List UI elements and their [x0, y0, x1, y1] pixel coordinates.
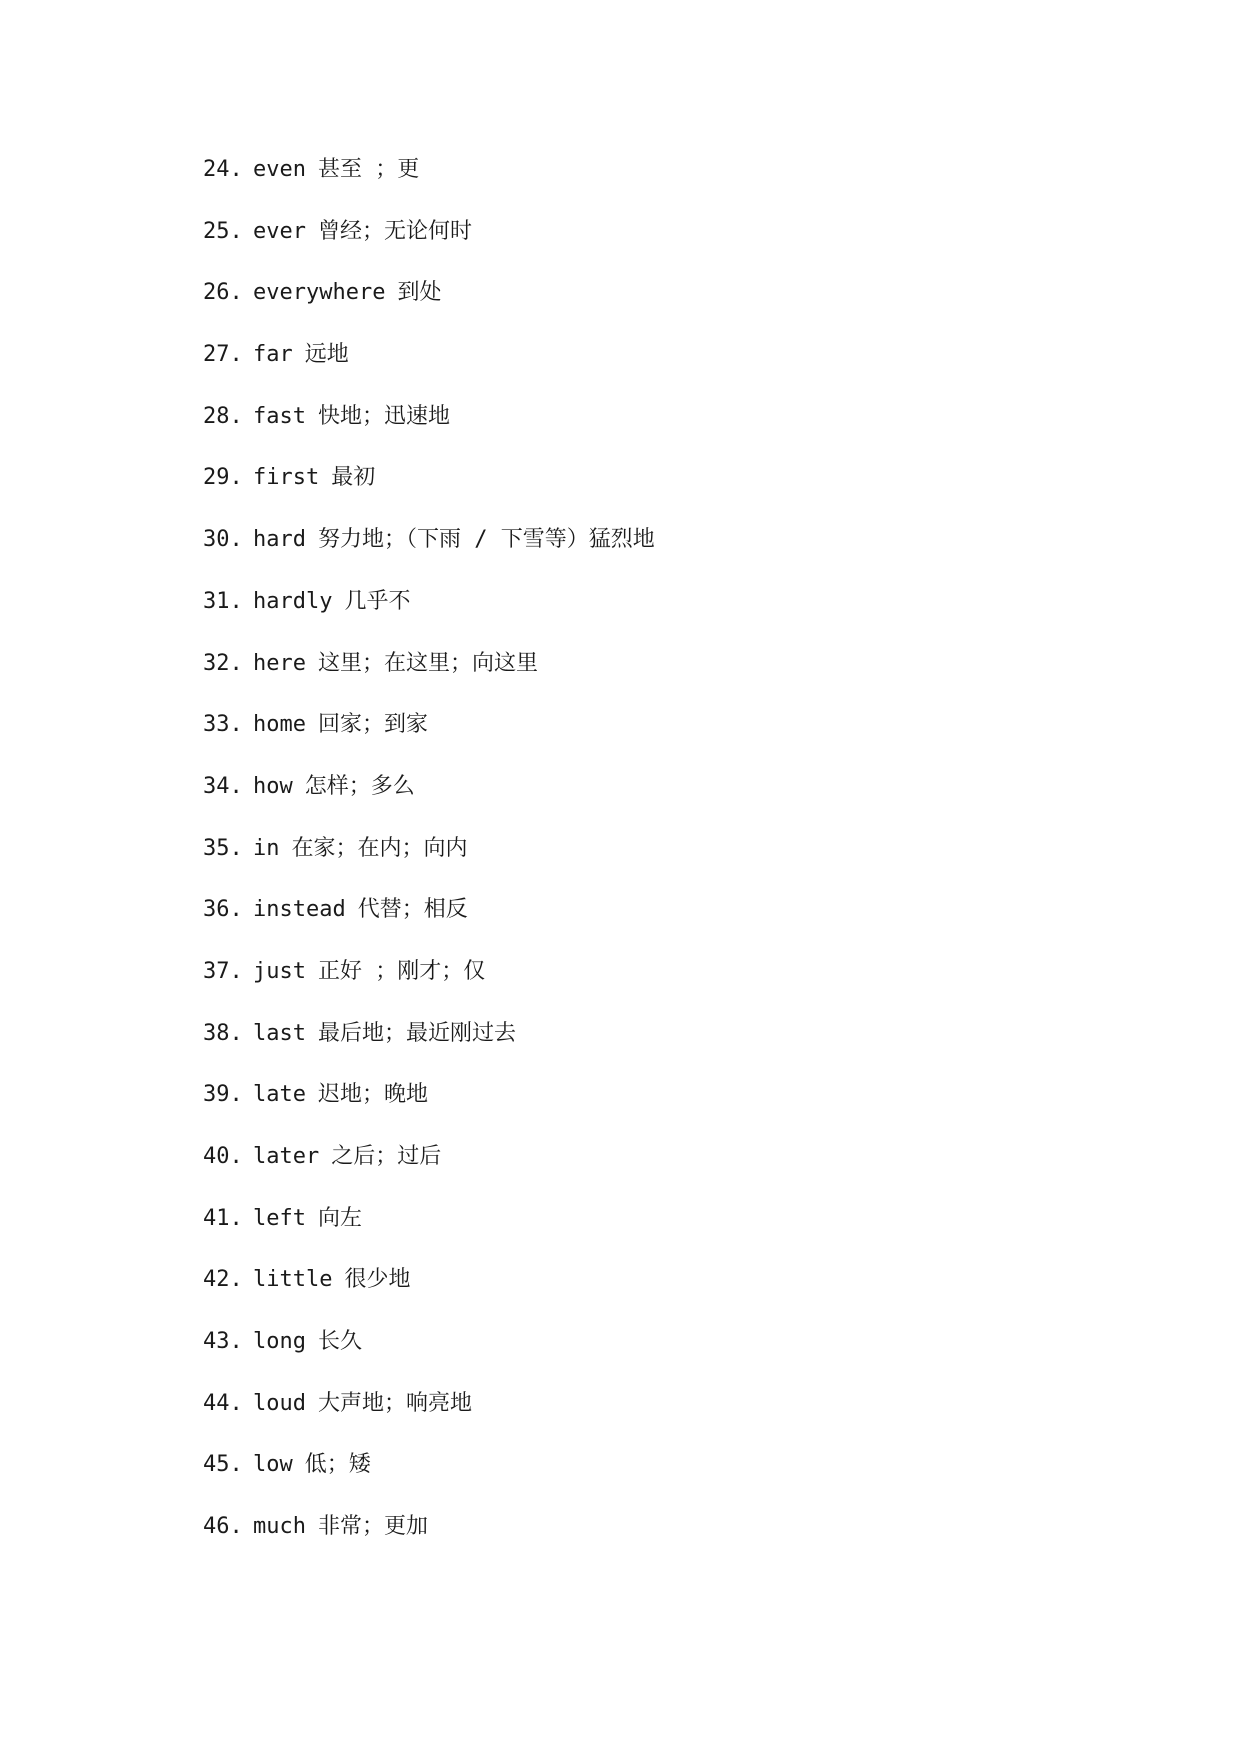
entry-meaning: 努力地；（下雨 / 下雪等）猛烈地 — [317, 527, 655, 553]
list-item — [203, 1205, 655, 1271]
list-item — [203, 403, 655, 469]
entry-number: 44. — [203, 1390, 243, 1416]
entry-word: even — [253, 157, 306, 182]
entry-number: 32. — [203, 650, 243, 676]
list-item — [203, 280, 655, 345]
entry-word: home — [253, 712, 306, 738]
entry-meaning: 非常；更加 — [317, 1514, 428, 1540]
entry-meaning: 快地；迅速地 — [317, 403, 450, 429]
entry-number: 28. — [203, 403, 243, 429]
list-item — [203, 1390, 655, 1456]
entry-number: 45. — [203, 1452, 243, 1478]
entry-number: 31. — [203, 588, 243, 614]
entry-meaning: 之后；过后 — [331, 1144, 442, 1169]
entry-meaning: 怎样；多么 — [304, 773, 415, 799]
entry-number: 24. — [203, 157, 243, 182]
entry-number: 46. — [203, 1514, 243, 1540]
entry-meaning: 迟地；晚地 — [317, 1082, 428, 1108]
entry-meaning: 到处 — [397, 280, 442, 306]
entry-meaning: 最初 — [331, 465, 376, 491]
entry-meaning: 曾经；无论何时 — [317, 218, 472, 244]
entry-meaning: 这里；在这里；向这里 — [317, 650, 538, 676]
entry-word: long — [253, 1329, 306, 1355]
list-item — [203, 835, 655, 901]
entry-meaning: 低；矮 — [304, 1452, 371, 1478]
entry-number: 33. — [203, 712, 243, 738]
entry-word: last — [253, 1020, 306, 1046]
entry-word: far — [253, 342, 293, 368]
list-item — [203, 773, 655, 839]
entry-meaning: 远地 — [304, 342, 349, 368]
entry-word: everywhere — [253, 280, 386, 306]
list-item — [203, 588, 655, 654]
entry-number: 26. — [203, 280, 243, 306]
entry-word: low — [253, 1452, 293, 1478]
entry-word: much — [253, 1514, 306, 1540]
entry-number: 30. — [203, 527, 243, 553]
entry-number: 43. — [203, 1329, 243, 1355]
entry-word: first — [253, 465, 320, 491]
entry-number: 38. — [203, 1020, 243, 1046]
entry-word: hard — [253, 527, 306, 553]
entry-meaning: 很少地 — [344, 1267, 411, 1293]
entry-number: 27. — [203, 342, 243, 368]
entry-number: 40. — [203, 1144, 243, 1169]
entry-number: 35. — [203, 835, 243, 861]
entry-number: 42. — [203, 1267, 243, 1293]
entry-word: fast — [253, 403, 306, 429]
list-item — [203, 1082, 655, 1147]
entry-meaning: 回家；到家 — [317, 712, 428, 738]
list-item — [203, 1020, 655, 1086]
entry-meaning: 在家；在内；向内 — [291, 835, 468, 861]
entry-word: late — [253, 1082, 306, 1108]
entry-meaning: 大声地；响亮地 — [317, 1390, 472, 1416]
entry-meaning: 几乎不 — [344, 588, 411, 614]
list-item — [203, 958, 655, 1024]
list-item — [203, 342, 655, 407]
entry-word: loud — [253, 1390, 306, 1416]
entry-meaning: 代替；相反 — [357, 897, 468, 923]
entry-number: 29. — [203, 465, 243, 491]
list-item — [203, 1144, 655, 1209]
entry-word: here — [253, 650, 306, 676]
list-item — [203, 1329, 655, 1394]
entry-number: 34. — [203, 773, 243, 799]
list-item — [203, 465, 655, 530]
entry-number: 37. — [203, 958, 243, 984]
list-item — [203, 650, 655, 716]
list-item — [203, 897, 655, 962]
entry-number: 36. — [203, 897, 243, 923]
entry-word: instead — [253, 897, 346, 923]
entry-number: 39. — [203, 1082, 243, 1108]
list-item — [203, 1267, 655, 1332]
entry-meaning: 正好 ；刚才；仅 — [317, 958, 486, 984]
entry-word: later — [253, 1144, 320, 1169]
list-item — [203, 1514, 655, 1579]
list-item — [203, 218, 655, 284]
entry-word: hardly — [253, 588, 333, 614]
entry-word: little — [253, 1267, 333, 1293]
list-item — [203, 527, 655, 592]
vocabulary-list — [203, 157, 655, 1579]
entry-word: ever — [253, 218, 306, 244]
entry-meaning: 向左 — [317, 1205, 362, 1231]
list-item — [203, 712, 655, 777]
entry-meaning: 甚至 ；更 — [317, 157, 420, 182]
entry-word: just — [253, 958, 306, 984]
entry-word: how — [253, 773, 293, 799]
entry-word: in — [253, 835, 280, 861]
list-item — [203, 157, 655, 222]
list-item — [203, 1452, 655, 1517]
entry-meaning: 最后地；最近刚过去 — [317, 1020, 516, 1046]
entry-number: 25. — [203, 218, 243, 244]
entry-number: 41. — [203, 1205, 243, 1231]
entry-word: left — [253, 1205, 306, 1231]
entry-meaning: 长久 — [317, 1329, 362, 1355]
